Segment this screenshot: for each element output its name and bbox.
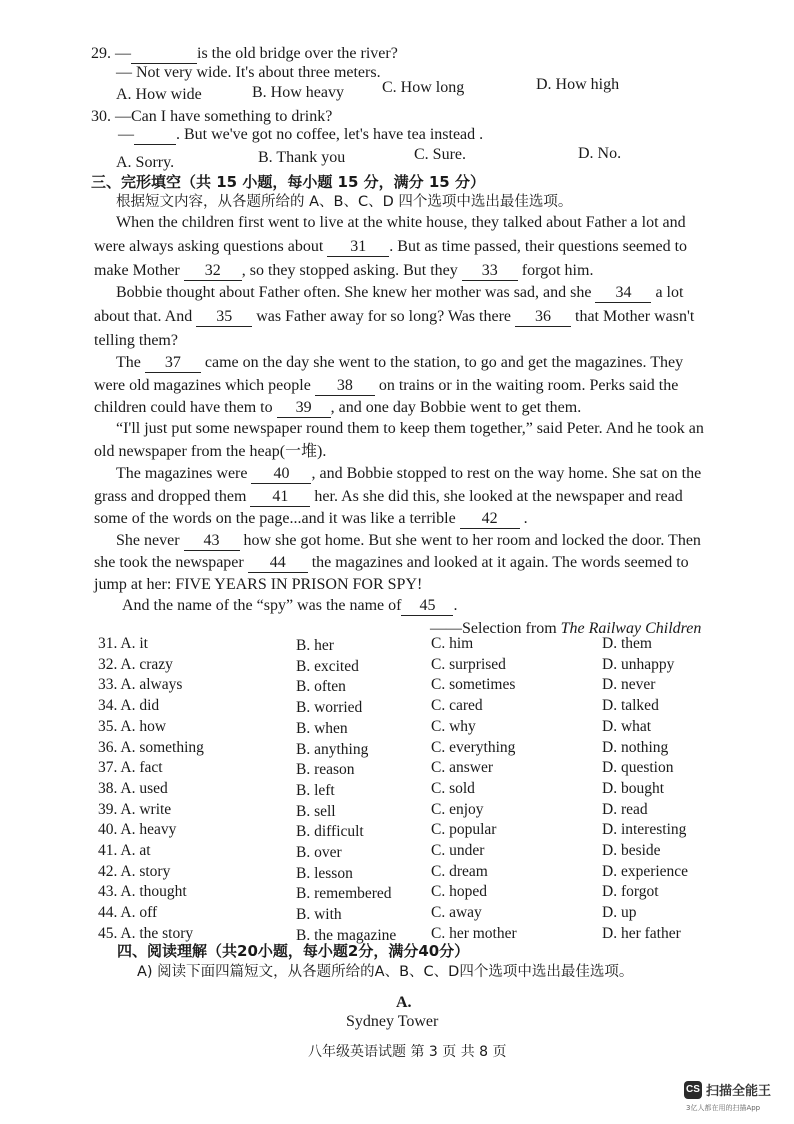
passage-line: about that. And 35 was Father away for so long? Was there 36 that Mother wasn't <box>94 308 695 325</box>
passage-line: grass and dropped them 41 her. As she did this, she looked at the newspaper and read <box>94 488 683 505</box>
option-38-d: D. bought <box>602 779 664 797</box>
q29-blank <box>131 45 197 64</box>
option-32-a: 32. A. crazy <box>98 655 173 673</box>
blank-32: 32 <box>184 262 242 281</box>
option-39-d: D. read <box>602 800 648 818</box>
option-32-d: D. unhappy <box>602 655 675 673</box>
option-39-c: C. enjoy <box>431 800 484 818</box>
option-35-a: 35. A. how <box>98 717 167 735</box>
section-3-heading: 三、完形填空（共 15 小题，每小题 15 分，满分 15 分） <box>91 173 485 191</box>
q29-number: 29. — <box>91 45 131 62</box>
blank-44: 44 <box>248 554 308 573</box>
passage-title: Sydney Tower <box>346 1013 439 1030</box>
passage-line: telling them? <box>94 332 178 349</box>
q29-option-c: C. How long <box>382 79 465 96</box>
option-45-a: 45. A. the story <box>98 924 194 942</box>
option-36-b: B. anything <box>296 740 369 758</box>
option-44-a: 44. A. off <box>98 904 158 922</box>
question-30 <box>91 107 332 127</box>
passage-line: She never 43 how she got home. But she went to her room and locked the door. Then <box>116 532 701 549</box>
passage-line: “I'll just put some newspaper round them to keep them together,” said Peter. And he took an <box>116 420 704 437</box>
option-39-b: B. sell <box>296 802 336 820</box>
option-43-a: 43. A. thought <box>98 883 187 901</box>
blank-37: 37 <box>145 354 201 373</box>
q30-option-d: D. No. <box>578 145 622 162</box>
option-31-c: C. him <box>431 635 474 652</box>
option-42-d: D. experience <box>602 862 689 880</box>
option-40-a: 40. A. heavy <box>98 821 177 839</box>
q30-answer-text: . But we've got no coffee, let's have tea instead . <box>176 126 484 143</box>
option-36-a: 36. A. something <box>98 738 204 756</box>
q30-blank <box>134 126 176 145</box>
option-35-c: C. why <box>431 717 476 735</box>
option-31-d: D. them <box>602 635 652 652</box>
option-38-b: B. left <box>296 781 335 799</box>
option-34-c: C. cared <box>431 697 483 715</box>
blank-43: 43 <box>184 532 240 551</box>
option-42-a: 42. A. story <box>98 862 171 880</box>
option-37-d: D. question <box>602 759 674 777</box>
passage-source: ——Selection from The Railway Children <box>430 620 702 637</box>
blank-31: 31 <box>327 238 389 257</box>
option-44-c: C. away <box>431 904 482 922</box>
option-39-a: 39. A. write <box>98 800 172 818</box>
option-31-a: 31. A. it <box>98 635 148 652</box>
blank-41: 41 <box>250 488 310 507</box>
q30-option-c: C. Sure. <box>414 146 466 163</box>
option-38-c: C. sold <box>431 779 475 797</box>
option-37-a: 37. A. fact <box>98 759 163 777</box>
option-34-d: D. talked <box>602 697 659 715</box>
section-4-heading: 四、阅读理解（共20小题，每小题2分，满分40分） <box>117 942 470 960</box>
option-32-c: C. surprised <box>431 655 506 673</box>
q30-answer <box>118 125 483 145</box>
q30-stem: —Can I have something to drink? <box>115 108 333 125</box>
passage-line: jump at her: FIVE YEARS IN PRISON FOR SPY! <box>94 576 423 593</box>
blank-36: 36 <box>515 308 571 327</box>
passage-line: The magazines were 40 , and Bobbie stopped to rest on the way home. She sat on the <box>116 465 702 482</box>
option-42-b: B. lesson <box>296 864 353 882</box>
section-3-instruction: 根据短文内容，从各题所给的 A、B、C、D 四个选项中选出最佳选项。 <box>116 194 573 210</box>
option-40-b: B. difficult <box>296 823 364 841</box>
blank-38: 38 <box>315 377 375 396</box>
option-44-b: B. with <box>296 906 342 924</box>
section-4-instruction: A) 阅读下面四篇短文，从各题所给的A、B、C、D四个选项中选出最佳选项。 <box>137 964 634 980</box>
option-41-d: D. beside <box>602 842 661 859</box>
passage-line: The 37 came on the day she went to the station, to go and get the magazines. They <box>116 354 684 371</box>
scanner-tagline: 3亿人都在用的扫描App <box>686 1104 761 1112</box>
option-33-b: B. often <box>296 678 346 696</box>
option-33-a: 33. A. always <box>98 676 183 694</box>
question-29 <box>91 44 398 64</box>
q29-option-a: A. How wide <box>116 86 202 103</box>
passage-line: she took the newspaper 44 the magazines and looked at it again. The words seemed to <box>94 554 689 571</box>
blank-35: 35 <box>196 308 252 327</box>
page-footer: 八年级英语试题 第 3 页 共 8 页 <box>308 1044 507 1060</box>
option-42-c: C. dream <box>431 862 488 880</box>
option-41-c: C. under <box>431 842 485 859</box>
passage-line: were always asking questions about 31 . But as time passed, their questions seemed to <box>94 238 688 255</box>
option-37-c: C. answer <box>431 759 493 777</box>
passage-line: make Mother 32 , so they stopped asking. But they 33 forgot him. <box>94 262 594 279</box>
option-35-d: D. what <box>602 717 652 735</box>
blank-33: 33 <box>462 262 518 281</box>
option-41-b: B. over <box>296 844 342 861</box>
option-35-b: B. when <box>296 719 348 737</box>
option-33-c: C. sometimes <box>431 676 516 694</box>
option-45-d: D. her father <box>602 924 681 942</box>
passage-line: old newspaper from the heap(一堆). <box>94 443 327 460</box>
blank-40: 40 <box>251 465 311 484</box>
option-37-b: B. reason <box>296 761 355 779</box>
option-41-a: 41. A. at <box>98 842 151 859</box>
option-43-b: B. remembered <box>296 885 392 903</box>
option-34-a: 34. A. did <box>98 697 160 715</box>
passage-line: some of the words on the page...and it was like a terrible 42 . <box>94 510 528 527</box>
option-40-d: D. interesting <box>602 821 687 839</box>
option-36-c: C. everything <box>431 738 516 756</box>
q29-option-d: D. How high <box>536 76 620 93</box>
option-44-d: D. up <box>602 904 637 922</box>
camscanner-logo-icon: CS <box>684 1081 702 1099</box>
q30-option-b: B. Thank you <box>258 149 346 166</box>
option-36-d: D. nothing <box>602 738 669 756</box>
option-45-b: B. the magazine <box>296 926 397 944</box>
option-32-b: B. excited <box>296 657 359 675</box>
source-title: The Railway Children <box>560 620 702 637</box>
passage-line: children could have them to 39 , and one day Bobbie went to get them. <box>94 399 582 416</box>
passage-line: When the children first went to live at the white house, they talked about Father a lot and <box>116 214 686 231</box>
option-45-c: C. her mother <box>431 924 517 942</box>
blank-34: 34 <box>595 284 651 303</box>
passage-line: And the name of the “spy” was the name of 45 . <box>122 597 458 614</box>
option-40-c: C. popular <box>431 821 497 839</box>
passage-line: were old magazines which people 38 on trains or in the waiting room. Perks said the <box>94 377 679 394</box>
passage-letter: A. <box>396 994 412 1011</box>
q30-number: 30. <box>91 108 111 125</box>
option-34-b: B. worried <box>296 699 363 717</box>
scanner-name: 扫描全能王 <box>706 1084 772 1099</box>
q29-answer: — Not very wide. It's about three meters. <box>116 64 381 81</box>
blank-45: 45 <box>401 597 453 616</box>
blank-39: 39 <box>277 399 331 418</box>
q30-dash: — <box>118 126 134 143</box>
q29-stem: is the old bridge over the river? <box>197 45 398 62</box>
passage-line: Bobbie thought about Father often. She knew her mother was sad, and she 34 a lot <box>116 284 684 301</box>
q29-option-b: B. How heavy <box>252 84 344 101</box>
option-33-d: D. never <box>602 676 656 694</box>
option-43-c: C. hoped <box>431 883 487 901</box>
option-38-a: 38. A. used <box>98 779 168 797</box>
q30-option-a: A. Sorry. <box>116 154 175 171</box>
option-31-b: B. her <box>296 637 334 654</box>
option-43-d: D. forgot <box>602 883 659 901</box>
blank-42: 42 <box>460 510 520 529</box>
